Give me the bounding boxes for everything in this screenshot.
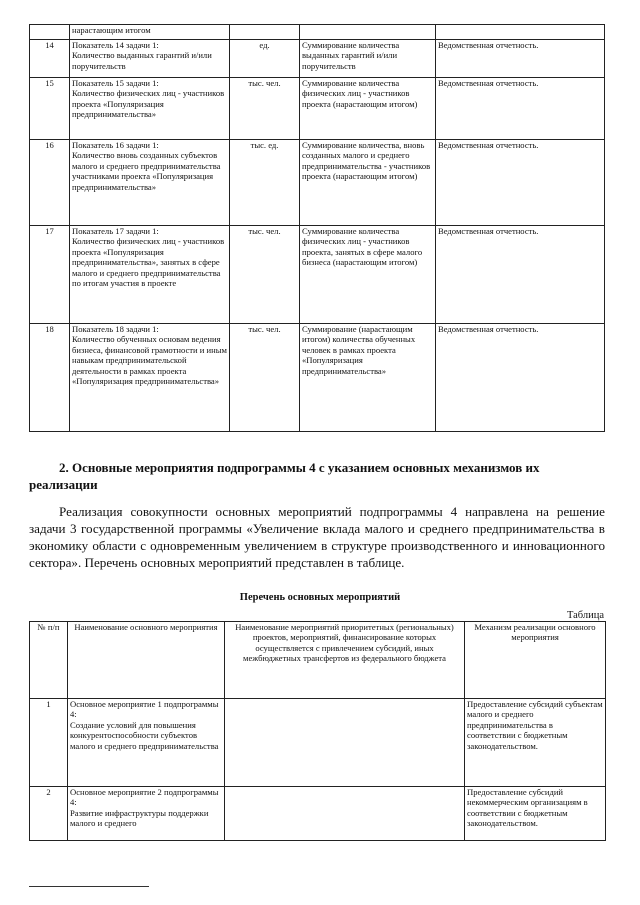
mechanism-cell: Предоставление субсидий субъектам малого и среднего предпринимательства в соответствии с бюджетным законодательством.: [465, 699, 606, 787]
measure-name: Основное мероприятие 1 подпрограммы 4: Создание условий для повышения конкурентоспособности субъектов малого и среднего предпринимательства: [68, 699, 225, 787]
source-cell: Ведомственная отчетность.: [436, 226, 605, 324]
source-cell: Ведомственная отчетность.: [436, 324, 605, 432]
indicator-name: Показатель 16 задачи 1: Количество вновь созданных субъектов малого и среднего предпринимательства участниками проекта «Популяризация предпринимательства»: [70, 140, 230, 226]
indicator-name-cont: нарастающим итогом: [70, 25, 230, 40]
row-number: 15: [30, 78, 70, 140]
indicator-name: Показатель 14 задачи 1: Количество выданных гарантий и/или поручительств: [70, 40, 230, 78]
source-cell: Ведомственная отчетность.: [436, 140, 605, 226]
intro-paragraph: Реализация совокупности основных мероприятий подпрограммы 4 направлена на решение задачи 3 государственной программы «Увеличение вклада малого и среднего предпринимательства в экономику области с одновременным увеличением в структуре производственного и инновационного сектора». Перечень основных мероприятий представлен в таблице.: [29, 504, 605, 570]
footer-divider: [29, 886, 149, 887]
unit-cell: тыс. чел.: [230, 226, 300, 324]
header-mechanism: Механизм реализации основного мероприятия: [465, 622, 606, 699]
row-number: 14: [30, 40, 70, 78]
source-cell: Ведомственная отчетность.: [436, 78, 605, 140]
indicator-name: Показатель 15 задачи 1: Количество физических лиц - участников проекта «Популяризация предпринимательства»: [70, 78, 230, 140]
source-cell: Ведомственная отчетность.: [436, 40, 605, 78]
table-row: [30, 78, 605, 140]
method-cell: Суммирование количества физических лиц - участников проекта (нарастающим итогом): [300, 78, 436, 140]
row-number: 1: [30, 699, 68, 787]
list-title: Перечень основных мероприятий: [239, 592, 401, 603]
method-cell: Суммирование количества, вновь созданных малого и среднего предпринимательства - участников проекта (нарастающим итогом): [300, 140, 436, 226]
header-name: Наименование основного мероприятия: [68, 622, 225, 699]
table-row: [30, 324, 605, 432]
table-row: [30, 25, 605, 40]
table-row: [30, 226, 605, 324]
section-heading: 2. Основные мероприятия подпрограммы 4 с указанием основных механизмов их реализации: [29, 460, 540, 492]
header-num: № п/п: [30, 622, 68, 699]
table-row: [30, 40, 605, 78]
projects-cell: [225, 787, 465, 841]
row-number: 2: [30, 787, 68, 841]
row-number: 16: [30, 140, 70, 226]
unit-cell: тыс. чел.: [230, 78, 300, 140]
indicators-table: [29, 24, 605, 432]
table-label: Таблица: [566, 610, 604, 621]
table-row: [30, 140, 605, 226]
indicator-name: Показатель 18 задачи 1: Количество обученных основам ведения бизнеса, финансовой грамотности и иным навыкам предпринимательской деятельности в рамках проекта «Популяризация предпринимательства»: [70, 324, 230, 432]
indicator-name: Показатель 17 задачи 1: Количество физических лиц - участников проекта «Популяризация предпринимательства», занятых в сфере малого и среднего предпринимательства по итогам участия в проекте: [70, 226, 230, 324]
method-cell: Суммирование (нарастающим итогом) количества обученных человек в рамках проекта «Популяризация предпринимательства»: [300, 324, 436, 432]
row-number: 17: [30, 226, 70, 324]
method-cell: Суммирование количества физических лиц - участников проекта, занятых в сфере малого бизнеса (нарастающим итогом): [300, 226, 436, 324]
unit-cell: тыс. чел.: [230, 324, 300, 432]
projects-cell: [225, 699, 465, 787]
measures-table: [29, 621, 606, 841]
header-row: [30, 622, 606, 699]
table-row: [30, 787, 606, 841]
measure-name: Основное мероприятие 2 подпрограммы 4: Развитие инфраструктуры поддержки малого и среднего: [68, 787, 225, 841]
unit-cell: ед.: [230, 40, 300, 78]
row-number: 18: [30, 324, 70, 432]
table-row: [30, 699, 606, 787]
header-projects: Наименование мероприятий приоритетных (региональных) проектов, мероприятий, финансирование которых осуществляется с привлечением субсидий, иных межбюджетных трансфертов из федерального бюджета: [225, 622, 465, 699]
unit-cell: тыс. ед.: [230, 140, 300, 226]
method-cell: Суммирование количества выданных гарантий и/или поручительств: [300, 40, 436, 78]
mechanism-cell: Предоставление субсидий некоммерческим организациям в соответствии с бюджетным законодательством.: [465, 787, 606, 841]
